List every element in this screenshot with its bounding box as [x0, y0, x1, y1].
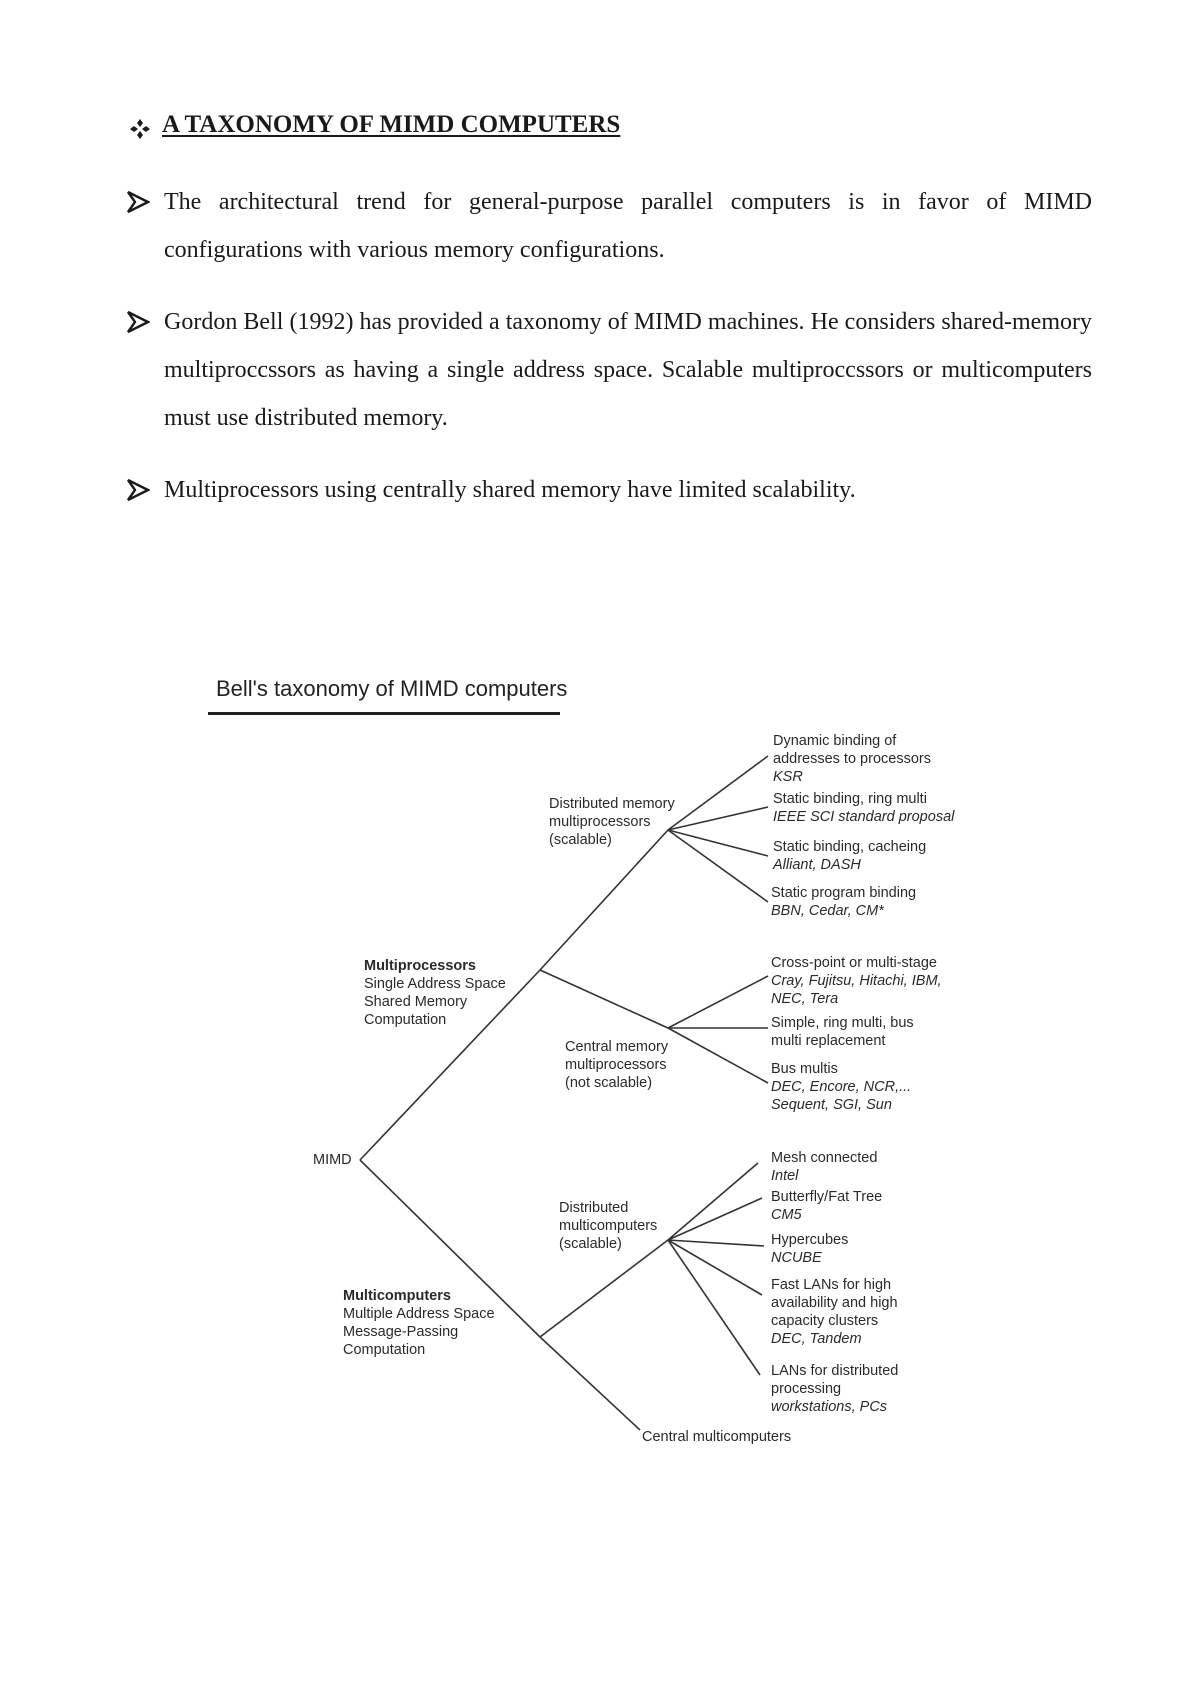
edge-mc-centralmc: [540, 1337, 640, 1430]
multiprocessors-line-3: Computation: [364, 1012, 447, 1028]
leaf-text: Bus multis: [771, 1061, 838, 1077]
leaf-static-binding-cacheing: [772, 839, 930, 873]
node-central-memory-multiprocessors: [565, 1039, 672, 1091]
edge-dmc-leaf-3: [668, 1240, 764, 1246]
edge-mp-distmem: [540, 830, 668, 970]
node-multiprocessors: [364, 958, 510, 1028]
leaf-fast-lans: [771, 1277, 902, 1347]
leaf-examples: NEC, Tera: [771, 991, 839, 1007]
bullet-text-2: Gordon Bell (1992) has provided a taxonomy of MIMD machines. He considers shared-memory multiproccssors as having a single address space. Scalable multiproccssors or multicomputers must use distributed memory.: [164, 309, 1092, 431]
leaf-butterfly-fat-tree: [771, 1189, 886, 1223]
leaf-text: Cross-point or multi-stage: [771, 955, 937, 971]
leaf-text: Simple, ring multi, bus: [771, 1015, 914, 1031]
edge-mc-distmc: [540, 1240, 668, 1337]
leaf-text: Mesh connected: [771, 1150, 878, 1166]
dist-mc-line-2: multicomputers: [559, 1218, 658, 1234]
leaf-text: LANs for distributed: [771, 1363, 899, 1379]
leaf-text: addresses to processors: [773, 751, 931, 767]
leaf-cross-point: [771, 955, 946, 1007]
multicomputers-line-1: Multiple Address Space: [343, 1306, 495, 1322]
dist-mc-line-3: (scalable): [559, 1236, 622, 1252]
leaf-dynamic-binding: [773, 733, 935, 785]
leaf-examples: workstations, PCs: [771, 1399, 888, 1415]
multiprocessors-line-1: Single Address Space: [364, 976, 506, 992]
edge-dmc-leaf-5: [668, 1240, 760, 1375]
edge-dm-leaf-4: [668, 830, 768, 902]
central-mem-mp-line-3: (not scalable): [565, 1075, 653, 1091]
dist-mem-mp-line-3: (scalable): [549, 832, 612, 848]
edge-mp-centralmem: [540, 970, 668, 1028]
node-mimd: MIMD: [313, 1152, 352, 1168]
leaf-lans-distributed: [771, 1363, 902, 1415]
edge-cm-leaf-3: [668, 1028, 768, 1083]
leaf-text: Static program binding: [771, 885, 917, 901]
leaf-text: capacity clusters: [771, 1313, 879, 1329]
leaf-text: multi replacement: [771, 1033, 886, 1049]
edge-dmc-leaf-1: [668, 1163, 758, 1240]
leaf-examples: Alliant, DASH: [773, 857, 861, 873]
leaf-text: Static binding, ring multi: [773, 791, 927, 807]
multiprocessors-name: Multiprocessors: [364, 958, 476, 974]
leaf-examples: DEC, Encore, NCR,...: [771, 1079, 912, 1095]
leaf-text: Dynamic binding of: [773, 733, 897, 749]
leaf-text: Hypercubes: [771, 1232, 849, 1248]
multicomputers-name: Multicomputers: [343, 1288, 451, 1304]
central-mem-mp-line-1: Central memory: [565, 1039, 669, 1055]
dist-mc-line-1: Distributed: [559, 1200, 629, 1216]
leaf-examples: KSR: [773, 769, 803, 785]
central-mem-mp-line-2: multiprocessors: [565, 1057, 667, 1073]
leaf-text: Static binding, cacheing: [773, 839, 927, 855]
multicomputers-line-2: Message-Passing: [343, 1324, 459, 1340]
leaf-hypercubes: [771, 1232, 852, 1266]
leaf-examples: BBN, Cedar, CM*: [771, 903, 884, 919]
edge-dmc-leaf-2: [668, 1198, 762, 1240]
leaf-text: processing: [771, 1381, 842, 1397]
bullet-text-3: Multiprocessors using centrally shared memory have limited scalability.: [164, 477, 856, 503]
leaf-text: Butterfly/Fat Tree: [771, 1189, 883, 1205]
bullet-text-1: The architectural trend for general-purpose parallel computers is in favor of MIMD configurations with various memory configurations.: [164, 189, 1092, 263]
leaf-static-program-binding: [771, 885, 920, 919]
leaf-examples: DEC, Tandem: [771, 1331, 862, 1347]
diagram-title: Bell's taxonomy of MIMD computers: [216, 676, 568, 701]
leaf-examples: Sequent, SGI, Sun: [771, 1097, 892, 1113]
node-multicomputers: [343, 1288, 499, 1358]
leaf-mesh-connected: [771, 1150, 881, 1184]
node-central-multicomputers: Central multicomputers: [642, 1429, 792, 1445]
node-distributed-multicomputers: [559, 1200, 661, 1252]
multicomputers-line-3: Computation: [343, 1342, 426, 1358]
leaf-examples: Cray, Fujitsu, Hitachi, IBM,: [771, 973, 942, 989]
leaf-text: Fast LANs for high: [771, 1277, 892, 1293]
leaf-static-binding-ring: [773, 791, 955, 825]
dist-mem-mp-line-1: Distributed memory: [549, 796, 675, 812]
edge-dmc-leaf-4: [668, 1240, 762, 1295]
leaf-examples: Intel: [771, 1168, 799, 1184]
leaf-examples: NCUBE: [771, 1250, 822, 1266]
leaf-text: availability and high: [771, 1295, 898, 1311]
section-title: A TAXONOMY OF MIMD COMPUTERS: [162, 111, 621, 138]
dist-mem-mp-line-2: multiprocessors: [549, 814, 651, 830]
leaf-bus-multis: [771, 1061, 915, 1113]
leaf-examples: CM5: [771, 1207, 802, 1223]
leaf-examples: IEEE SCI standard proposal: [773, 809, 955, 825]
edge-dm-leaf-3: [668, 830, 768, 856]
edge-cm-leaf-1: [668, 976, 768, 1028]
leaf-simple-ring-multi: [771, 1015, 918, 1049]
multiprocessors-line-2: Shared Memory: [364, 994, 468, 1010]
